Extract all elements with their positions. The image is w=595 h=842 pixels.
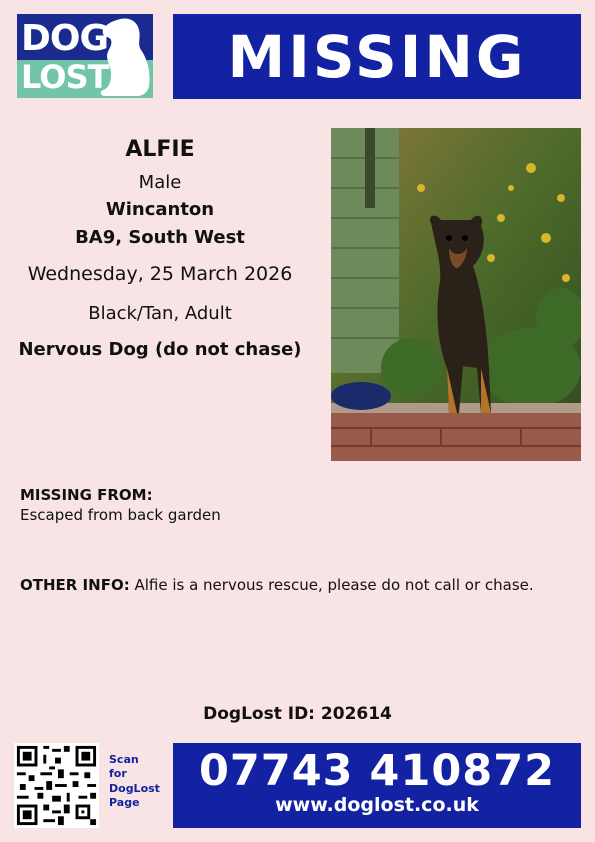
qr-code-icon[interactable] — [14, 743, 99, 828]
other-info-label: OTHER INFO: — [20, 576, 130, 594]
dog-warning: Nervous Dog (do not chase) — [18, 339, 302, 361]
dog-silhouette-icon — [97, 16, 153, 98]
dog-colour-age: Black/Tan, Adult — [88, 302, 232, 324]
doglost-id-value: 202614 — [320, 704, 392, 724]
dog-town: Wincanton — [105, 199, 215, 220]
scan-line: for — [109, 767, 127, 781]
scan-instructions — [109, 753, 160, 810]
phone-number[interactable]: 07743 410872 — [198, 746, 556, 796]
doglost-id-label: DogLost ID: — [203, 704, 315, 724]
doglost-id — [0, 704, 595, 724]
missing-banner: MISSING — [173, 14, 581, 99]
dog-region: BA9, South West — [75, 226, 245, 248]
other-info-text: Alfie is a nervous rescue, please do not call or chase. — [134, 576, 534, 594]
doglost-logo — [17, 14, 153, 98]
contact-box — [173, 743, 581, 828]
logo-text-dog: DOG — [21, 18, 109, 59]
dog-photo — [331, 128, 581, 461]
website-link[interactable]: www.doglost.co.uk — [275, 794, 479, 817]
other-info — [20, 576, 550, 594]
dog-name: ALFIE — [125, 137, 195, 162]
missing-from-text: Escaped from back garden — [20, 506, 221, 524]
dog-sex: Male — [138, 171, 182, 193]
missing-date: Wednesday, 25 March 2026 — [27, 263, 293, 285]
scan-line: Page — [109, 795, 140, 809]
logo-text-lost: LOST — [21, 58, 109, 96]
missing-from-label: MISSING FROM: — [20, 486, 153, 504]
scan-line: Scan — [109, 753, 139, 766]
dog-details — [0, 136, 320, 362]
scan-line: DogLost — [109, 781, 160, 795]
